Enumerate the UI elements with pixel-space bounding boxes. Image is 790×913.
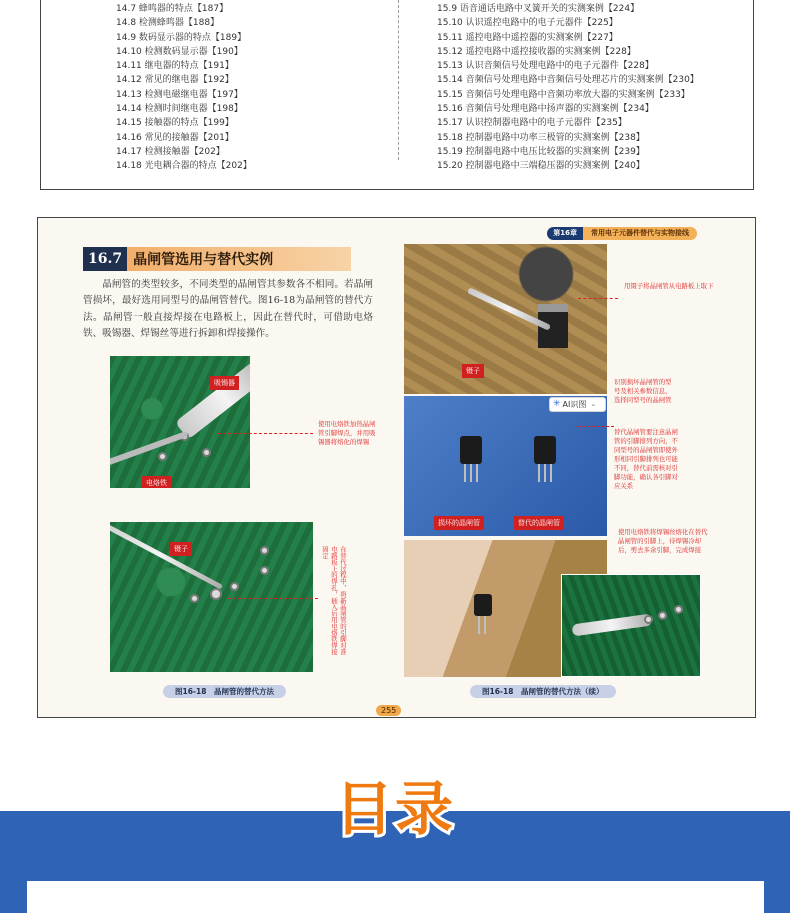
toc-panel [40, 0, 754, 190]
label-desolder-pump: 吸锡器 [210, 376, 239, 390]
banner-content-card [27, 881, 764, 913]
toc-entry: 14.9 数码显示器的特点【189】 [116, 32, 247, 43]
solder-pad [158, 452, 167, 461]
toc-entry: 14.14 检测时间继电器【198】 [116, 104, 243, 115]
toc-entry: 15.18 控制器电路中功率三极管的实测案例【238】 [437, 132, 645, 143]
toc-divider [398, 0, 399, 160]
toc-entry: 15.16 音频信号处理电路中扬声器的实测案例【234】 [437, 104, 654, 115]
damaged-thyristor-image [460, 436, 482, 464]
photo-desoldering [110, 356, 250, 488]
banner-title: 目录 [334, 775, 455, 843]
toc-entry: 14.13 检测电磁继电器【197】 [116, 89, 243, 100]
solder-pad [190, 594, 199, 603]
photo-thyristor-pair [404, 396, 607, 536]
section-number: 16.7 [83, 247, 127, 271]
chapter-title: 常用电子元器件替代与实物接线 [583, 227, 697, 240]
solder-pad [674, 605, 683, 614]
photo-pcb-brown [404, 244, 607, 394]
toc-entry: 15.17 认识控制器电路中的电子元器件【235】 [437, 118, 627, 129]
iron-tip-image [572, 613, 653, 636]
toc-entry: 15.13 认识音频信号处理电路中的电子元器件【228】 [437, 61, 654, 72]
figure-caption-right: 图16-18 晶闸管的替代方法（续） [470, 685, 616, 698]
toc-entry: 15.10 认识遥控电路中的电子元器件【225】 [437, 18, 618, 29]
chapter-tag [547, 227, 697, 240]
toc-entry: 14.17 检测接触器【202】 [116, 146, 225, 157]
leader-line [228, 598, 318, 599]
section-header [83, 247, 351, 271]
solder-pad [658, 611, 667, 620]
note-desolder: 使用电烙铁加热晶闸管引脚焊点，并用吸锡器将熔化的焊锡 [318, 420, 376, 446]
toc-entry: 14.10 检测数码显示器【190】 [116, 46, 243, 57]
leader-line [218, 433, 313, 434]
thyristor-in-hand [474, 594, 492, 616]
chapter-number: 第16章 [547, 227, 583, 240]
page-number: 255 [376, 705, 401, 716]
toc-entry: 15.19 控制器电路中电压比较器的实测案例【239】 [437, 146, 645, 157]
solder-pad [644, 615, 653, 624]
photo-removal [110, 522, 313, 672]
solder-pad [230, 582, 239, 591]
iron-tip-image [110, 431, 188, 467]
chevron-down-icon: ⌄ [590, 400, 597, 408]
toc-entry: 14.12 常见的继电器【192】 [116, 75, 234, 86]
toc-entry: 14.11 继电器的特点【191】 [116, 61, 234, 72]
note-finish-solder: 使用电烙铁将焊锡丝熔化在替代晶闸管的引脚上，待焊锡冷却后，剪去多余引脚，完成焊接 [618, 528, 708, 554]
label-tweezers: 镊子 [170, 542, 192, 556]
figure-caption-left: 图16-18 晶闸管的替代方法 [163, 685, 286, 698]
solder-pad [260, 566, 269, 575]
toc-entry: 15.11 遥控电路中遥控器的实测案例【227】 [437, 32, 618, 43]
solder-pad [202, 448, 211, 457]
toc-right-column [437, 2, 699, 174]
note-model: 识别损坏晶闸管的型号及相关参数信息，选择同型号的晶闸管 [614, 378, 672, 404]
ai-button-label: AI识图 [562, 400, 587, 409]
label-replacement-thyristor: 替代的晶闸管 [514, 516, 564, 530]
label-damaged-thyristor: 损坏的晶闸管 [434, 516, 484, 530]
toc-left-column [116, 2, 252, 174]
note-take-off: 用镊子将晶闸管从电路板上取下 [624, 282, 714, 290]
photo-soldering-inset [561, 574, 701, 677]
leader-line [578, 426, 614, 427]
toc-entry: 14.7 蜂鸣器的特点【187】 [116, 4, 229, 14]
ai-sparkle-icon: ✳ [553, 399, 561, 409]
solder-pad [260, 546, 269, 555]
toc-entry: 14.15 接触器的特点【199】 [116, 118, 234, 129]
leader-line [578, 298, 618, 299]
toc-entry: 14.16 常见的接触器【201】 [116, 132, 234, 143]
toc-entry: 15.15 音频信号处理电路中音频功率放大器的实测案例【233】 [437, 89, 690, 100]
note-pin-order: 替代晶闸管要注意晶闸管的引脚排列方向，不同型号的晶闸管即使外形相同引脚排列也可能不同，替代前需核对引脚功能，确认各引脚对应关系 [614, 428, 678, 490]
solder-pad [210, 588, 222, 600]
toc-entry: 14.18 光电耦合器的特点【202】 [116, 161, 252, 172]
intro-paragraph: 晶闸管的类型较多，不同类型的晶闸管其参数各不相同。若晶闸管损坏，最好选用同型号的晶闸管替代。图16-18为晶闸管的替代方法。晶闸管一般直接焊接在电路板上，因此在替代时，可借助电烙铁、吸锡器、焊锡丝等进行拆卸和焊接操作。 [83, 279, 373, 339]
note-removal: 在替代过程中，将新晶闸管的引脚对准电路板上的焊孔，插入后用电烙铁焊接固定 [321, 546, 347, 655]
toc-entry: 15.12 遥控电路中遥控接收器的实测案例【228】 [437, 46, 636, 57]
replacement-thyristor-image [534, 436, 556, 464]
toc-entry: 15.14 音频信号处理电路中音频信号处理芯片的实测案例【230】 [437, 75, 699, 86]
label-tweezers-2: 镊子 [462, 364, 484, 378]
section-title: 晶闸管选用与替代实例 [133, 252, 274, 268]
toc-entry: 15.20 控制器电路中三端稳压器的实测案例【240】 [437, 161, 645, 172]
book-page-spread [37, 217, 756, 718]
desolder-pump-image [175, 356, 250, 440]
ai-image-recognition-button[interactable] [549, 397, 606, 412]
tweezers-image [110, 522, 223, 590]
toc-entry: 15.9 语音通话电路中叉簧开关的实测案例【224】 [437, 4, 640, 14]
toc-entry: 14.8 检测蜂鸣器【188】 [116, 18, 220, 29]
label-soldering-iron: 电烙铁 [142, 476, 171, 488]
